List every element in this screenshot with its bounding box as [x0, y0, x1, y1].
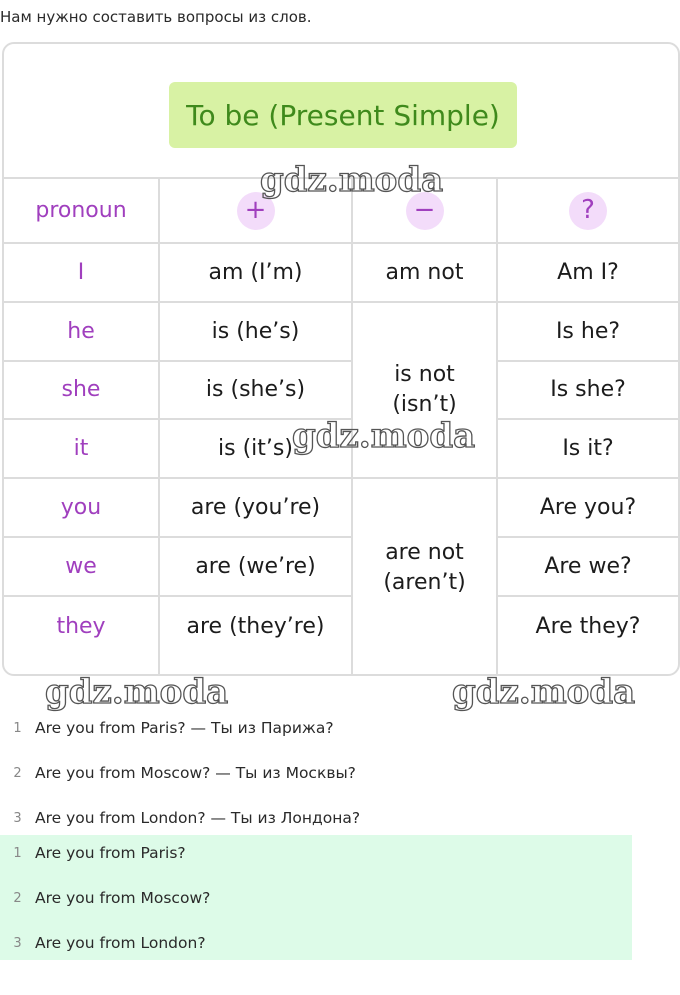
pronoun-they: they — [56, 614, 106, 640]
pronoun-she: she — [61, 377, 101, 403]
pronoun-we: we — [65, 553, 97, 579]
watermark: gdz.moda — [452, 672, 636, 712]
header-pronoun: pronoun — [35, 197, 127, 223]
header-positive — [160, 179, 351, 242]
list-item — [0, 713, 334, 743]
answer-item — [0, 883, 210, 913]
answer-item — [0, 838, 186, 868]
list-item-number: 3 — [13, 810, 22, 826]
positive-i: am (I’m) — [208, 259, 303, 285]
question-he: Is he? — [555, 318, 621, 344]
pronoun-he: he — [67, 318, 95, 344]
list-item — [0, 803, 360, 833]
plus-icon: + — [237, 192, 275, 230]
answers-block — [0, 835, 632, 960]
negative-am: am not — [385, 259, 464, 285]
question-it: Is it? — [562, 435, 614, 461]
positive-it: is (it’s) — [218, 435, 293, 461]
pronoun-you: you — [60, 494, 102, 520]
answer-number: 3 — [13, 935, 22, 951]
answer-text: Are you from London? — [35, 934, 206, 952]
grammar-table — [2, 42, 680, 676]
negative-are-line2: (aren’t) — [383, 570, 466, 595]
negative-are — [353, 479, 496, 657]
watermark: gdz.moda — [45, 672, 229, 712]
negative-is-line1: is not — [394, 362, 455, 388]
negative-are-line1: are not — [385, 540, 464, 566]
header-negative — [353, 179, 496, 242]
question-they: Are they? — [535, 614, 641, 640]
question-i: Am I? — [557, 259, 619, 285]
answer-text: Are you from Moscow? — [35, 889, 211, 907]
positive-we: are (we’re) — [195, 553, 316, 579]
answer-number: 1 — [13, 845, 22, 861]
answer-number: 2 — [13, 890, 22, 906]
pronoun-it: it — [73, 435, 89, 461]
positive-she: is (she’s) — [205, 377, 306, 403]
question-she: Is she? — [550, 377, 626, 403]
answer-item — [0, 928, 206, 958]
list-item-text: Are you from London? — Ты из Лондона? — [35, 809, 361, 827]
answer-text: Are you from Paris? — [35, 844, 186, 862]
minus-icon: − — [406, 192, 444, 230]
question-icon: ? — [569, 192, 607, 230]
table-title: To be (Present Simple) — [169, 82, 517, 148]
negative-is — [353, 303, 496, 477]
list-item-text: Are you from Paris? — Ты из Парижа? — [35, 719, 334, 737]
list-item — [0, 758, 356, 788]
question-we: Are we? — [544, 553, 632, 579]
task-instruction: Нам нужно составить вопросы из слов. — [0, 8, 312, 26]
list-item-text: Are you from Moscow? — Ты из Москвы? — [35, 764, 356, 782]
pronoun-i: I — [77, 259, 85, 285]
positive-he: is (he’s) — [211, 318, 300, 344]
positive-they: are (they’re) — [186, 614, 325, 640]
list-item-number: 1 — [13, 720, 22, 736]
list-item-number: 2 — [13, 765, 22, 781]
header-question — [498, 179, 678, 242]
question-you: Are you? — [539, 494, 637, 520]
negative-is-line2: (isn’t) — [392, 392, 457, 417]
positive-you: are (you’re) — [190, 494, 321, 520]
